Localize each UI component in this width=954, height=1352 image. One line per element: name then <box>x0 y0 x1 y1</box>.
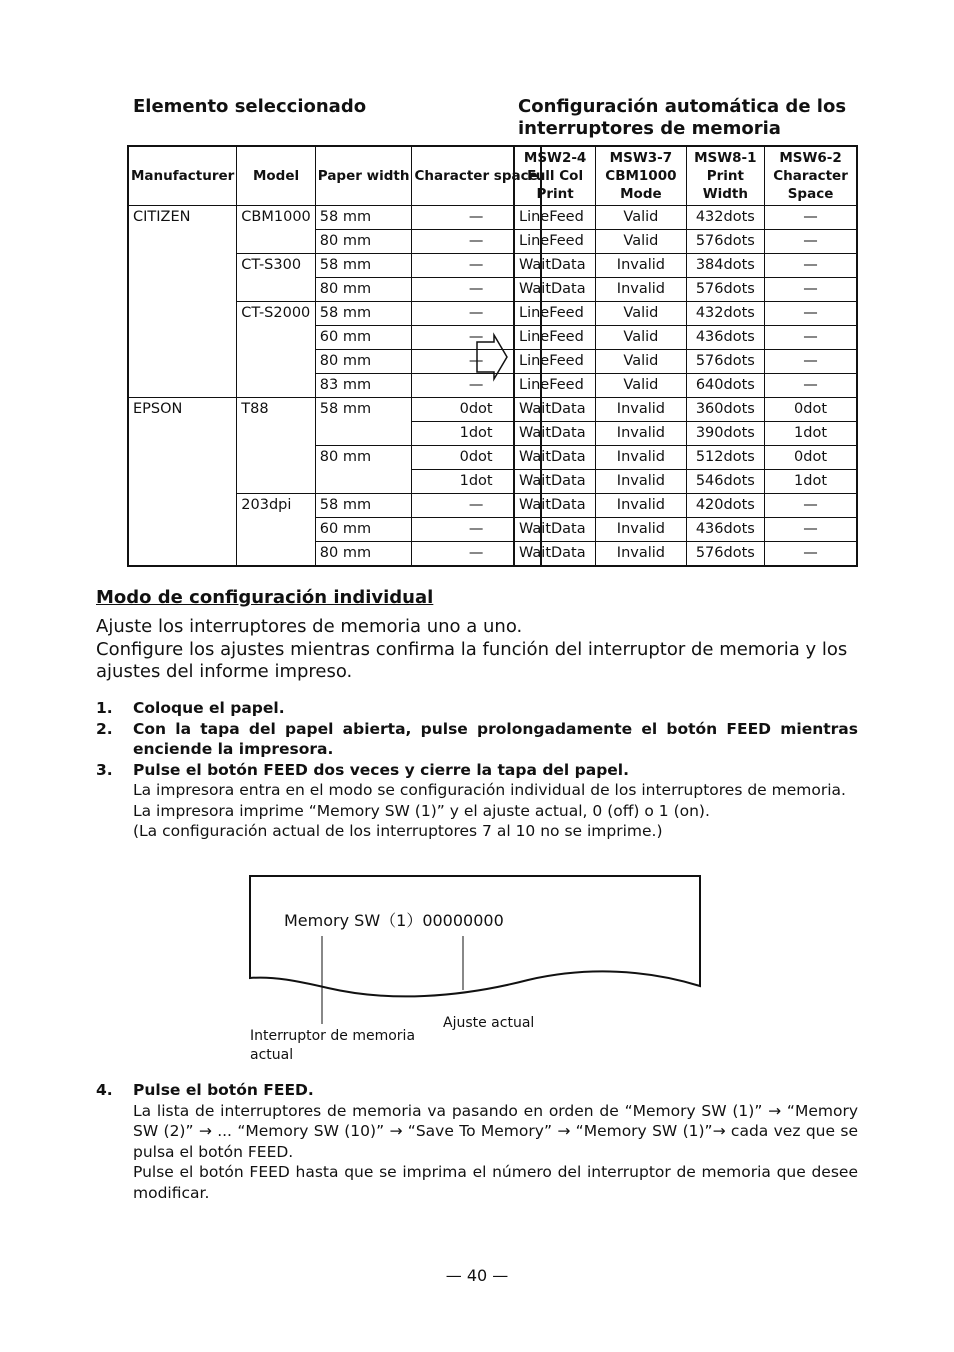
cell-width: 80 mm <box>315 446 412 470</box>
cell-width: 60 mm <box>315 326 412 350</box>
page-number: — 40 — <box>445 1266 509 1285</box>
cell-col-3: — <box>765 278 857 302</box>
cell-col-1: Invalid <box>596 542 686 567</box>
step-title: Con la tapa del papel abierta, pulse prolongadamente el botón FEED mientras enciende la impresora. <box>133 719 858 758</box>
intro-line: Ajuste los interruptores de memoria uno a uno. <box>96 616 523 637</box>
table-row <box>128 470 541 494</box>
cell-space: — <box>412 350 541 374</box>
table-row <box>514 398 857 422</box>
cell-col-3: — <box>765 206 857 230</box>
section-intro <box>96 616 858 684</box>
cell-col-2: 512dots <box>686 446 765 470</box>
col-character-space: Character space <box>412 146 541 206</box>
cell-width: 58 mm <box>315 302 412 326</box>
step-body: La lista de interruptores de memoria va pasando en orden de “Memory SW (1)” → “Memory SW (2)” → ... “Memory SW (10)” → “Save To Memory” → “Memory SW (1)”→ cada vez que se pulsa el botón FEED. <box>133 1101 858 1161</box>
cell-col-2: 576dots <box>686 278 765 302</box>
step-title: Pulse el botón FEED dos veces y cierre la tapa del papel. <box>133 760 630 779</box>
cell-col-1: Invalid <box>596 518 686 542</box>
step-title: Coloque el papel. <box>133 699 285 717</box>
col-msw2-4: MSW2-4 Full Col Print <box>514 146 596 206</box>
cell-col-2: 436dots <box>686 326 765 350</box>
cell-col-2: 360dots <box>686 398 765 422</box>
cell-col-0: WaitData <box>514 398 596 422</box>
cell-width: 58 mm <box>315 398 412 422</box>
cell-col-0: WaitData <box>514 518 596 542</box>
table-row <box>128 230 541 254</box>
cell-col-0: LineFeed <box>514 206 596 230</box>
cell-col-3: 1dot <box>765 470 857 494</box>
col-msw6-2: MSW6-2 Character Space <box>765 146 857 206</box>
right-arrow-icon <box>474 332 510 382</box>
intro-line: Configure los ajustes mientras confirma la función del interruptor de memoria y los ajustes del informe impreso. <box>96 638 848 682</box>
label-current-setting: Ajuste actual <box>443 1015 535 1031</box>
heading-selected-item: Elemento seleccionado <box>133 96 367 117</box>
step-body: Pulse el botón FEED hasta que se imprima el número del interruptor de memoria que desee modificar. <box>133 1163 858 1202</box>
cell-space: 1dot <box>412 422 541 446</box>
cell-col-0: WaitData <box>514 494 596 518</box>
cell-space: 0dot <box>412 446 541 470</box>
cell-col-0: LineFeed <box>514 302 596 326</box>
table-row <box>514 278 857 302</box>
heading-auto-config: Configuración automática de los interruptores de memoria <box>518 96 847 139</box>
cell-model: 203dpi <box>237 494 315 518</box>
cell-width: 58 mm <box>315 254 412 278</box>
step-2 <box>96 719 858 760</box>
table-row <box>128 518 541 542</box>
cell-col-0: WaitData <box>514 470 596 494</box>
cell-space: — <box>412 206 541 230</box>
step-body: La impresora imprime “Memory SW (1)” y el ajuste actual, 0 (off) o 1 (on). <box>133 801 710 820</box>
cell-col-3: — <box>765 302 857 326</box>
auto-config-rows <box>514 206 857 567</box>
steps-list <box>96 698 858 842</box>
auto-config-table <box>513 145 858 567</box>
table-row <box>514 230 857 254</box>
cell-col-1: Valid <box>596 326 686 350</box>
cell-col-2: 576dots <box>686 230 765 254</box>
cell-space: — <box>412 326 541 350</box>
table-row <box>128 206 541 230</box>
cell-col-1: Invalid <box>596 494 686 518</box>
col-msw3-7: MSW3-7 CBM1000 Mode <box>596 146 686 206</box>
col-model: Model <box>237 146 315 206</box>
cell-manufacturer: CITIZEN <box>128 206 237 230</box>
cell-model: CT-S2000 <box>237 302 315 326</box>
step-body: (La configuración actual de los interruptores 7 al 10 no se imprime.) <box>133 822 663 840</box>
cell-col-1: Valid <box>596 206 686 230</box>
cell-width: 58 mm <box>315 494 412 518</box>
cell-col-1: Valid <box>596 350 686 374</box>
cell-col-2: 436dots <box>686 518 765 542</box>
cell-width: 80 mm <box>315 278 412 302</box>
cell-model: T88 <box>237 398 315 422</box>
cell-col-0: WaitData <box>514 254 596 278</box>
cell-col-0: WaitData <box>514 278 596 302</box>
table-row <box>128 302 541 326</box>
cell-col-0: WaitData <box>514 446 596 470</box>
cell-col-0: WaitData <box>514 542 596 567</box>
cell-model: CBM1000 <box>237 206 315 230</box>
cell-col-1: Invalid <box>596 254 686 278</box>
cell-width: 60 mm <box>315 518 412 542</box>
col-paper-width: Paper width <box>315 146 412 206</box>
table-row <box>128 254 541 278</box>
cell-width: 80 mm <box>315 230 412 254</box>
cell-col-2: 390dots <box>686 422 765 446</box>
col-manufacturer: Manufacturer <box>128 146 237 206</box>
table-row <box>514 494 857 518</box>
cell-col-1: Invalid <box>596 278 686 302</box>
cell-width: 58 mm <box>315 206 412 230</box>
cell-space: — <box>412 374 541 398</box>
section-title: Modo de configuración individual <box>96 587 434 608</box>
cell-col-1: Valid <box>596 302 686 326</box>
cell-space: — <box>412 302 541 326</box>
table-row <box>514 350 857 374</box>
step-1 <box>96 698 858 719</box>
table-row <box>128 542 541 567</box>
cell-col-2: 576dots <box>686 350 765 374</box>
table-row <box>128 446 541 470</box>
table-row <box>128 422 541 446</box>
step-3 <box>96 760 858 842</box>
step-number: 4. <box>96 1081 113 1099</box>
cell-col-2: 432dots <box>686 206 765 230</box>
table-row <box>514 326 857 350</box>
step-number: 2. <box>96 719 113 738</box>
cell-space: 0dot <box>412 398 541 422</box>
cell-space: — <box>412 518 541 542</box>
table-row <box>128 494 541 518</box>
cell-col-2: 384dots <box>686 254 765 278</box>
cell-col-0: LineFeed <box>514 350 596 374</box>
table-row <box>128 278 541 302</box>
cell-col-3: — <box>765 374 857 398</box>
cell-col-1: Valid <box>596 230 686 254</box>
cell-col-2: 576dots <box>686 542 765 567</box>
step-4-block <box>96 1080 858 1203</box>
cell-space: — <box>412 230 541 254</box>
table-row <box>514 302 857 326</box>
cell-col-3: — <box>765 542 857 567</box>
cell-space: — <box>412 542 541 567</box>
cell-col-2: 432dots <box>686 302 765 326</box>
table-row <box>514 422 857 446</box>
cell-col-0: LineFeed <box>514 326 596 350</box>
cell-col-1: Invalid <box>596 446 686 470</box>
cell-col-3: — <box>765 230 857 254</box>
cell-col-3: 0dot <box>765 398 857 422</box>
cell-col-2: 420dots <box>686 494 765 518</box>
cell-col-3: — <box>765 494 857 518</box>
step-4 <box>96 1080 858 1203</box>
receipt-illustration <box>248 874 704 1034</box>
cell-space: — <box>412 278 541 302</box>
table-row <box>514 542 857 567</box>
cell-manufacturer: EPSON <box>128 398 237 422</box>
cell-col-2: 546dots <box>686 470 765 494</box>
table-row <box>514 374 857 398</box>
cell-col-1: Invalid <box>596 470 686 494</box>
cell-col-2: 640dots <box>686 374 765 398</box>
receipt-print-text: Memory SW（1）00000000 <box>284 911 504 930</box>
cell-space: — <box>412 254 541 278</box>
cell-col-3: — <box>765 518 857 542</box>
cell-width: 80 mm <box>315 350 412 374</box>
col-msw8-1: MSW8-1 Print Width <box>686 146 765 206</box>
cell-width: 80 mm <box>315 542 412 567</box>
cell-col-0: WaitData <box>514 422 596 446</box>
cell-col-3: — <box>765 350 857 374</box>
cell-col-3: — <box>765 326 857 350</box>
cell-col-0: LineFeed <box>514 374 596 398</box>
cell-width: 83 mm <box>315 374 412 398</box>
cell-col-1: Invalid <box>596 422 686 446</box>
cell-col-3: — <box>765 254 857 278</box>
table-row <box>514 254 857 278</box>
step-number: 1. <box>96 699 113 717</box>
table-row <box>128 398 541 422</box>
table-row <box>514 518 857 542</box>
cell-col-1: Invalid <box>596 398 686 422</box>
cell-space: 1dot <box>412 470 541 494</box>
step-title: Pulse el botón FEED. <box>133 1081 314 1099</box>
cell-model: CT-S300 <box>237 254 315 278</box>
step-body: La impresora entra en el modo se configuración individual de los interruptores de memoria. <box>133 781 846 799</box>
table-row <box>514 446 857 470</box>
cell-col-3: 0dot <box>765 446 857 470</box>
cell-space: — <box>412 494 541 518</box>
cell-col-3: 1dot <box>765 422 857 446</box>
label-current-switch: Interruptor de memoria actual <box>250 1028 416 1063</box>
cell-col-0: LineFeed <box>514 230 596 254</box>
cell-col-1: Valid <box>596 374 686 398</box>
table-row <box>514 470 857 494</box>
table-row <box>514 206 857 230</box>
step-number: 3. <box>96 760 113 779</box>
